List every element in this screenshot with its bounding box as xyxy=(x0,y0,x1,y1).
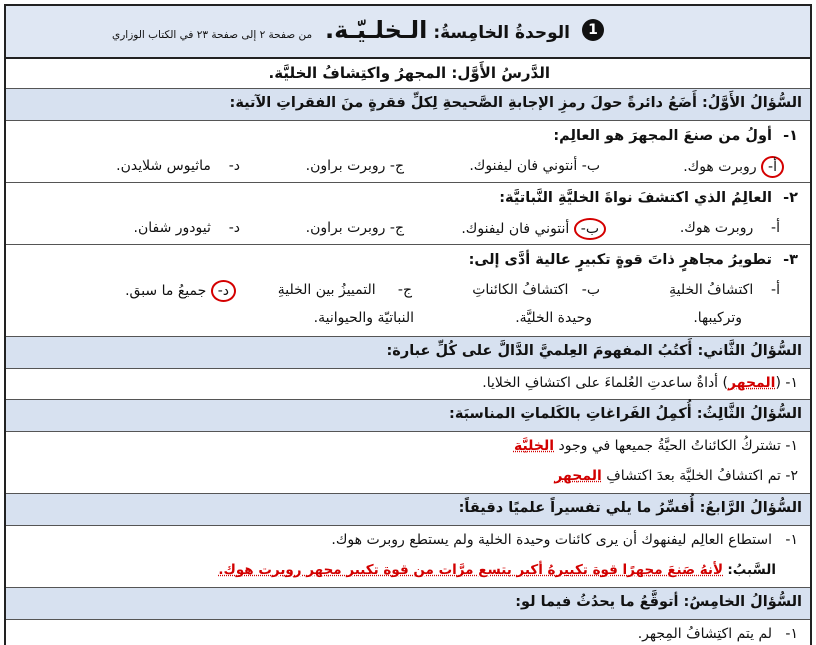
unit-header xyxy=(6,6,810,59)
q2-title: السُّؤالُ الثَّاني: أَكتُبُ المفهومَ العِلميَّ الدَّالَّ على كُلِّ عبارة: xyxy=(386,343,802,359)
unit-name: الـخلـيّـة. xyxy=(324,16,428,44)
q1-item-1-choice-d: د- ماثيوس شلايدن. xyxy=(116,158,240,174)
q1-item-3-choice-b: ب- اكتشافُ الكائناتِ xyxy=(472,282,600,298)
q1-item-1-choice-c: ج- روبرت براون. xyxy=(305,158,404,174)
q5-header xyxy=(6,588,810,620)
reason-answer: لأنهُ صَنعَ مجهرًا قوة تكبيرهُ أكبر بتسع مرَّات من قوة تكبير مجهر روبرت هوك. xyxy=(218,562,724,578)
answer-circle: أ- xyxy=(761,156,784,178)
q4-item-1 xyxy=(6,526,810,588)
q1-item-2 xyxy=(6,183,810,245)
q1-item-1-stem: أولُ من صنعَ المجهرَ هو العالِم: xyxy=(553,128,772,144)
q1-item-3-choice-c-line2: النباتيّة والحيوانية. xyxy=(313,310,414,326)
lesson-row xyxy=(6,59,810,89)
q1-item-3-choice-c: ج- التمييزُ بين الخليةِ xyxy=(277,282,412,298)
q1-item-3-choice-d: د- جميعُ ما سبق. xyxy=(125,280,236,302)
q1-item-2-choice-a: أ- روبرت هوك. xyxy=(679,220,780,236)
q1-header xyxy=(6,89,810,121)
q2-item-text: ١- (المجهر) أداةٌ ساعدتِ العُلماءَ على اكتشافِ الخلايا. xyxy=(482,375,798,391)
q1-item-1-choice-b: ب- أنتوني فان ليفنوك. xyxy=(469,158,600,174)
unit-title xyxy=(325,16,570,44)
q2-header xyxy=(6,337,810,369)
q5-item-text: ١- لم يتم اكتِشافُ المِجهر. xyxy=(637,626,798,642)
q1-title: السُّؤالُ الأَوَّلُ: أَضَعُ دائرةً حولَ رمزِ الإجابةِ الصَّحيحةِ لِكلِّ فقرةٍ منَ الفقراتِ الآتية: xyxy=(229,95,802,111)
q1-item-1-choice-a: أ- روبرت هوك. xyxy=(683,156,784,178)
reason-label: السَّببُ: xyxy=(727,562,776,578)
q4-header xyxy=(6,494,810,526)
q2-item-1 xyxy=(6,369,810,400)
q1-item-3-choice-a-line2: وتركيبها. xyxy=(693,310,742,326)
q1-item-2-choice-c: ج- روبرت براون. xyxy=(305,220,404,236)
q1-item-3-stem: تطويرُ مجاهرٍ ذاتَ قوةٍ تكبيرٍ عالية أدَّى إلى: xyxy=(468,252,772,268)
q3-item-2: ٢- تم اكتشافُ الخليَّة بعدَ اكتشافِ المجهر xyxy=(554,468,798,484)
q1-item-1-num: ١- xyxy=(783,128,798,144)
q3-item-2-answer: المجهر xyxy=(554,468,602,484)
q4-title: السُّؤالُ الرَّابعُ: أُفسِّرُ ما يلي تفسيراً علميًا دقيقاً: xyxy=(458,500,802,516)
answer-circle: ب- xyxy=(574,218,606,240)
q3-item-1: ١- تشتركُ الكائناتُ الحيَّةُ جميعها في وجود الخليَّة xyxy=(513,438,798,454)
unit-number-badge: 1 xyxy=(582,19,604,41)
lesson-title: الدَّرسُ الأَوَّل: المجهرُ واكتِشافُ الخليَّة. xyxy=(268,64,550,82)
q3-title: السُّؤالُ الثَّالِثُ: أُكمِلُ الفَراغاتِ بالكَلماتِ المناسبَة: xyxy=(449,406,802,422)
q3-item-1-answer: الخليَّة xyxy=(513,438,555,454)
q5-title: السُّؤالُ الخامِسُ: أتوقَّعُ ما يحدُثُ فيما لو: xyxy=(515,594,802,610)
q4-reason xyxy=(218,562,776,578)
source-pages: من صفحة ٢ إلى صفحة ٢٣ في الكتاب الوزاري xyxy=(112,29,313,41)
worksheet xyxy=(4,4,812,645)
q1-item-2-choice-b: ب- أنتوني فان ليفنوك. xyxy=(461,218,606,240)
q5-item-1 xyxy=(6,620,810,645)
q1-item-2-num: ٢- xyxy=(783,190,798,206)
q1-item-1 xyxy=(6,121,810,183)
unit-prefix: الوحدةُ الخامِسةُ: xyxy=(427,23,570,43)
q1-item-3-choice-b-line2: وحيدة الخليَّة. xyxy=(515,310,592,326)
q1-item-2-choice-d: د- ثيودور شفان. xyxy=(133,220,240,236)
q1-item-3-num: ٣- xyxy=(783,252,798,268)
q1-item-2-stem: العالِمُ الذي اكتشفَ نواةَ الخليَّةِ النَّباتيَّة: xyxy=(499,190,772,206)
q3-items xyxy=(6,432,810,494)
q1-item-3-choice-a: أ- اكتشافُ الخليةِ xyxy=(669,282,780,298)
q1-item-3 xyxy=(6,245,810,337)
q3-header xyxy=(6,400,810,432)
q2-answer: المجهر xyxy=(728,375,776,391)
q4-item-text: ١- استطاع العالِم ليفنهوك أن يرى كائنات وحيدة الخلية ولم يستطع روبرت هوك. xyxy=(331,532,798,548)
answer-circle: د- xyxy=(211,280,236,302)
